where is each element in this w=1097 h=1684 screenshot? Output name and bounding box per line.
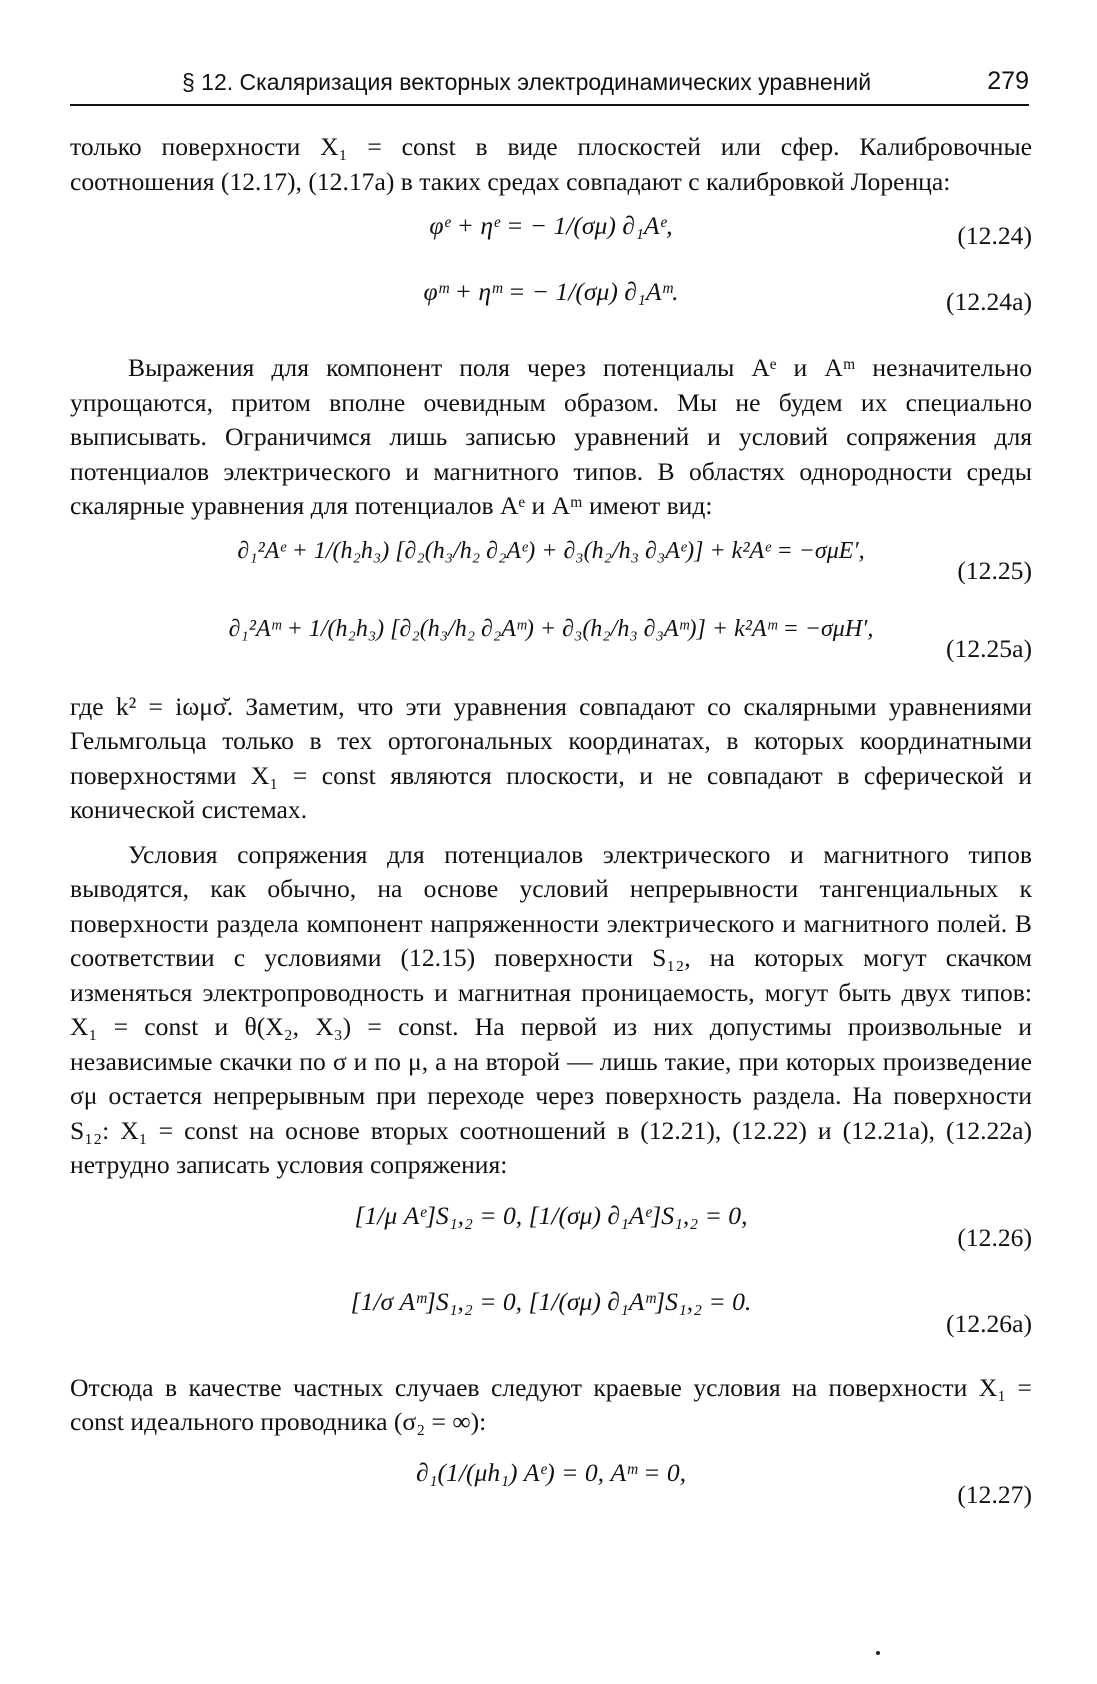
- equation-formula: ∂₁²Aᵐ + 1/(h₂h₃) [∂₂(h₃/h₂ ∂₂Aᵐ) + ∂₃(h₂/h₃ ∂₃Aᵐ)] + k²Aᵐ = −σμH′,: [228, 615, 874, 642]
- equation-12-24a: [70, 275, 1032, 341]
- stray-mark: [876, 1651, 880, 1655]
- page-body: [70, 130, 1032, 1542]
- equation-12-25: [70, 534, 1032, 612]
- equation-number: (12.26а): [946, 1308, 1032, 1338]
- section-title: § 12. Скаляризация векторных электродинамических уравнений: [182, 69, 872, 95]
- equation-formula: [1/μ Aᵉ]S₁,₂ = 0, [1/(σμ) ∂₁Aᵉ]S₁,₂ = 0,: [354, 1200, 748, 1230]
- paragraph-1: только поверхности X₁ = const в виде плоскостей или сфер. Калибровочные соотношения (12.17), (12.17а) в таких средах совпадают с калибровкой Лоренца:: [70, 132, 1032, 196]
- equation-formula: [1/σ Aᵐ]S₁,₂ = 0, [1/(σμ) ∂₁Aᵐ]S₁,₂ = 0.: [350, 1286, 752, 1316]
- equation-12-27: [70, 1456, 1032, 1542]
- paragraph-2: Выражения для компонент поля через потенциалы Aᵉ и Aᵐ незначительно упрощаются, притом вполне очевидным образом. Мы не будем их специально выписывать. Ограничимся лишь записью уравнений и условий сопряжения для потенциалов электрического и магнитного типов. В областях однородности среды скалярные уравнения для потенциалов Aᵉ и Aᵐ имеют вид:: [70, 353, 1032, 520]
- paragraph-5: Отсюда в качестве частных случаев следуют краевые условия на поверхности X₁ = const идеального проводника (σ₂ = ∞):: [70, 1372, 1032, 1436]
- equation-formula: φᵐ + ηᵐ = − 1/(σμ) ∂₁Aᵐ.: [423, 277, 679, 306]
- running-header: [70, 60, 1029, 106]
- equation-number: (12.26): [957, 1222, 1032, 1252]
- equation-number: (12.27): [957, 1479, 1032, 1509]
- page-number: 279: [987, 67, 1029, 95]
- equation-number: (12.25а): [946, 633, 1032, 663]
- equation-12-26a: [70, 1285, 1032, 1371]
- equation-12-25a: [70, 612, 1032, 690]
- equation-12-26: [70, 1199, 1032, 1285]
- equation-formula: ∂₁(1/(μh₁) Aᵉ) = 0, Aᵐ = 0,: [415, 1457, 687, 1487]
- equation-formula: φᵉ + ηᵉ = − 1/(σμ) ∂₁Aᵉ,: [429, 211, 673, 240]
- equation-number: (12.24а): [946, 287, 1032, 316]
- equation-formula: ∂₁²Aᵉ + 1/(h₂h₃) [∂₂(h₃/h₂ ∂₂Aᵉ) + ∂₃(h₂/h₃ ∂₃Aᵉ)] + k²Aᵉ = −σμE′,: [237, 537, 865, 564]
- paragraph-4: Условия сопряжения для потенциалов электрического и магнитного типов выводятся, как обычно, на основе условий непрерывности тангенциальных к поверхности раздела компонент напряженности электрического и магнитного полей. В соответствии с условиями (12.15) поверхности S₁₂, на которых могут скачком изменяться электропроводность и магнитная проницаемость, могут быть двух типов: X₁ = const и θ(X₂, X₃) = const. На первой из них допустимы произвольные и независимые скачки по σ и по μ, а на второй — лишь такие, при которых произведение σμ остается непрерывным при переходе через поверхность раздела. На поверхности S₁₂: X₁ = const на основе вторых соотношений в (12.21), (12.22) и (12.21а), (12.22а) нетрудно записать условия сопряжения:: [70, 839, 1032, 1179]
- equation-12-24: [70, 209, 1032, 275]
- paragraph-3: где k² = iωμσ̆. Заметим, что эти уравнения совпадают со скалярными уравнениями Гельмгольца только в тех ортогональных координатах, в которых координатными поверхностями X₁ = const являются плоскости, и не совпадают в сферической и конической системах.: [70, 691, 1032, 824]
- equation-number: (12.25): [957, 555, 1032, 585]
- equation-number: (12.24): [957, 221, 1032, 250]
